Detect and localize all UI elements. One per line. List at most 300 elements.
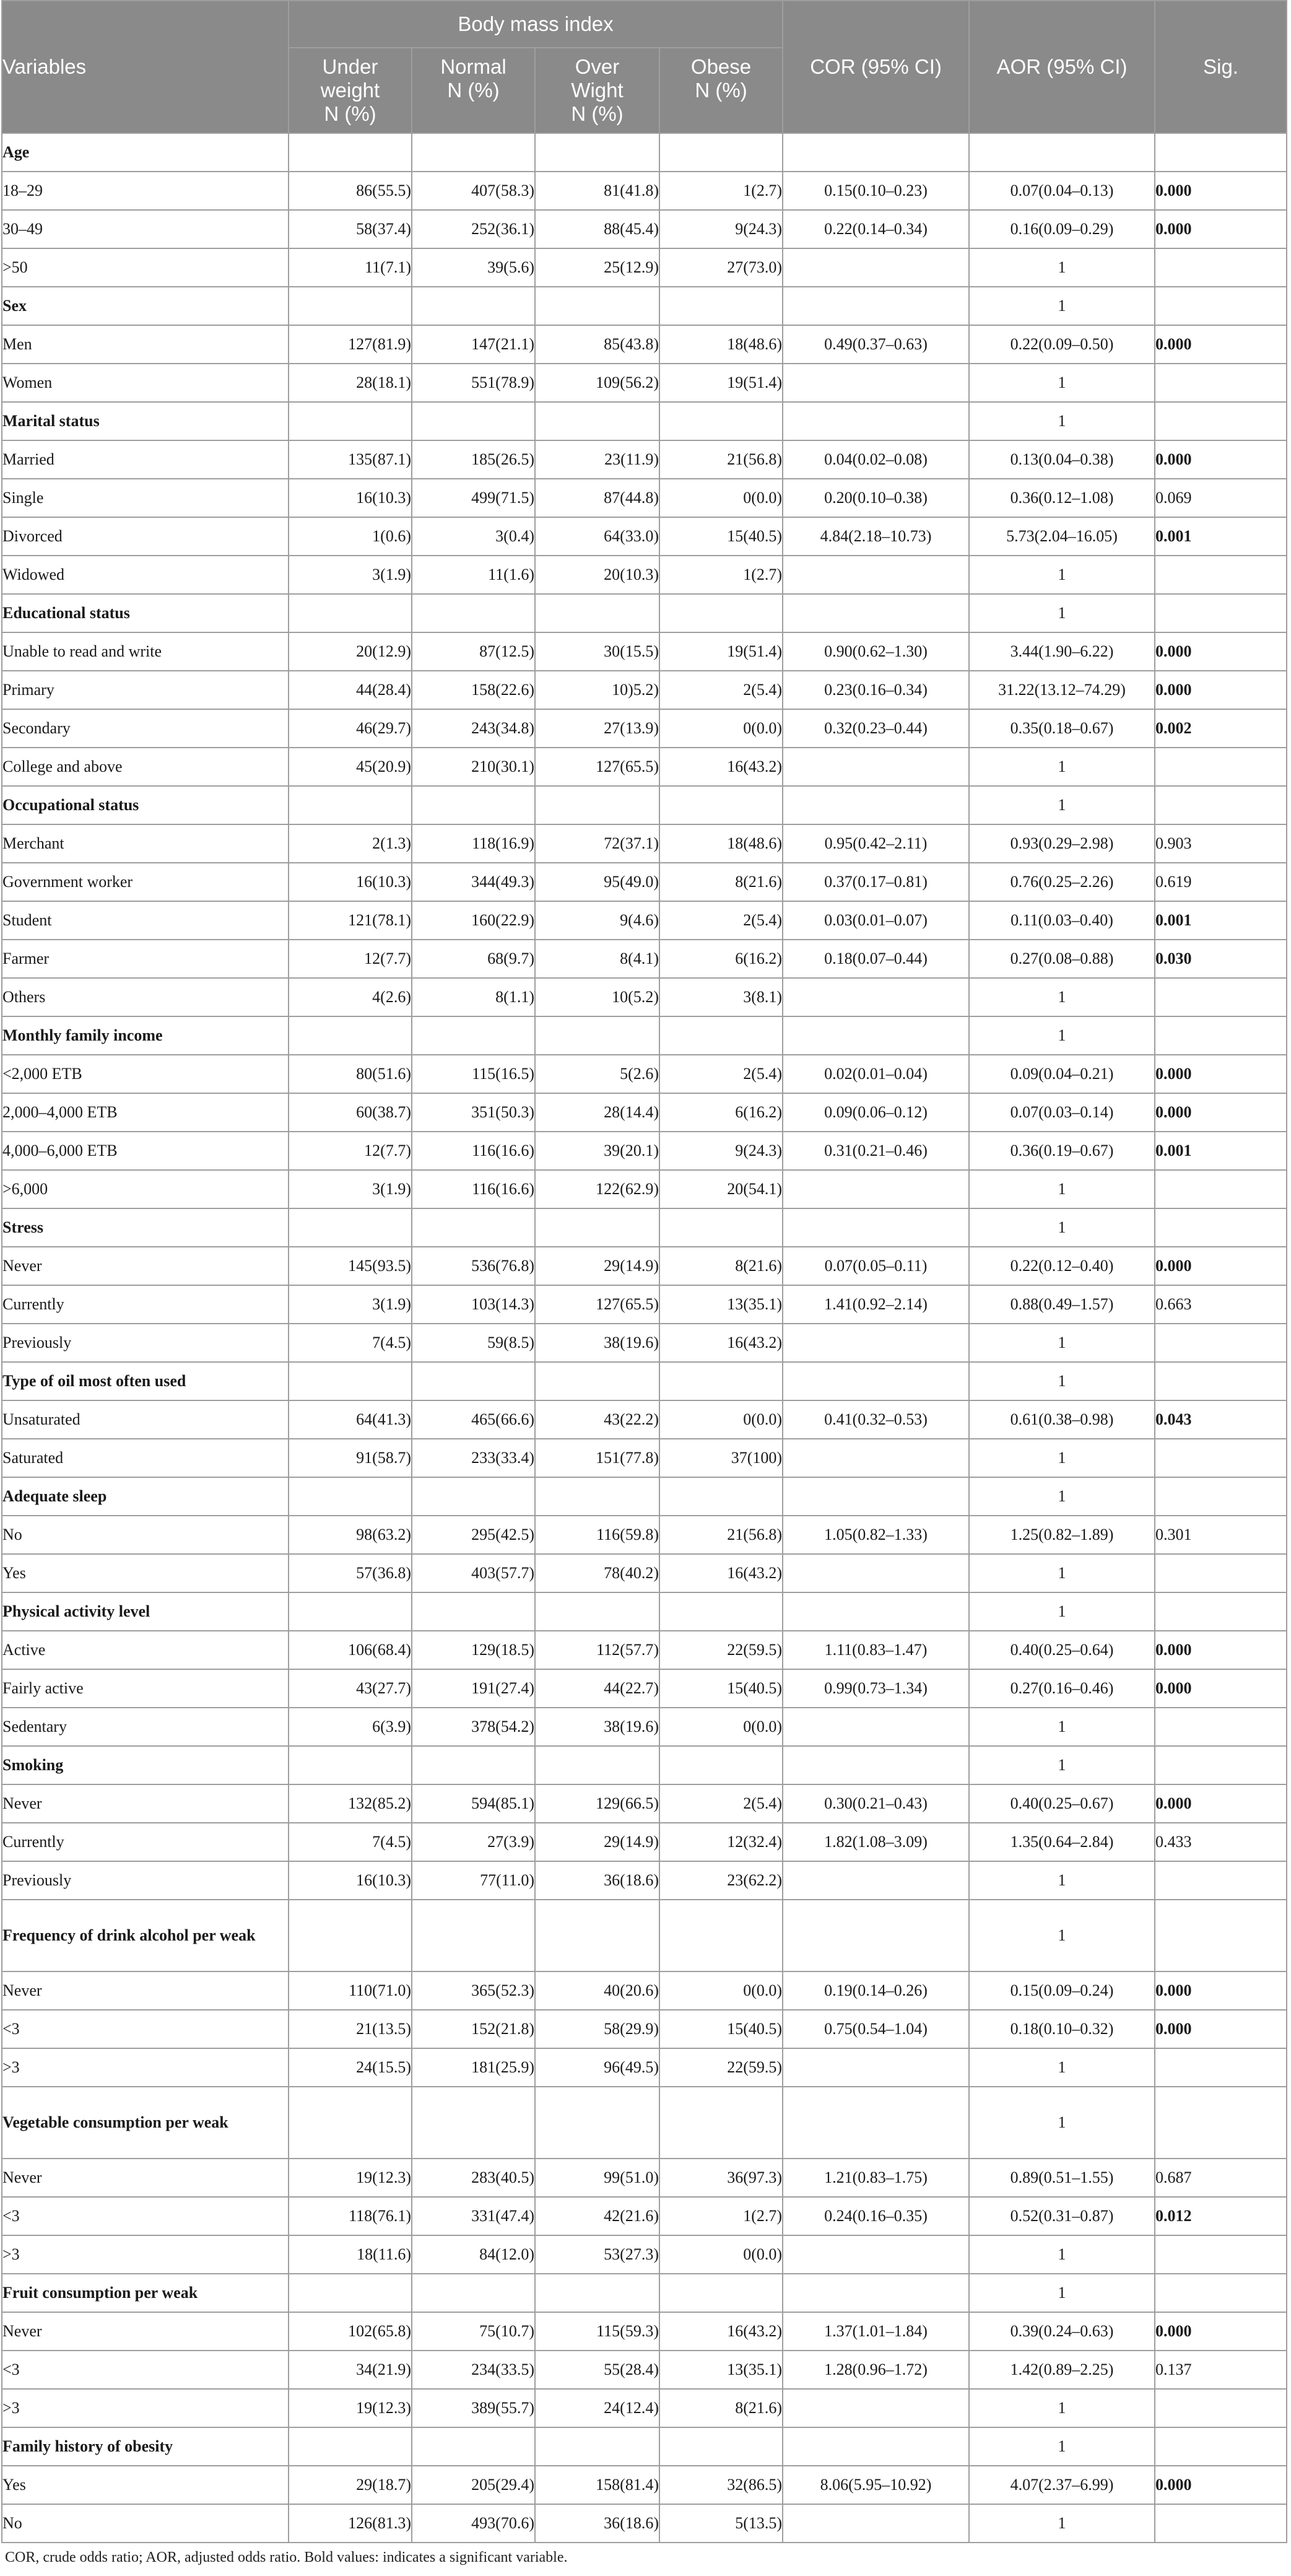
empty-cell [289,1208,412,1247]
underweight-value: 19(12.3) [289,2389,412,2427]
normal-value: 185(26.5) [412,440,535,479]
sig-value: 0.433 [1155,1823,1287,1861]
sig-value [1155,2235,1287,2274]
empty-cell [659,1900,783,1971]
sig-value: 0.000 [1155,1971,1287,2010]
table-row [2,2504,1287,2543]
table-row [2,824,1287,863]
overweight-value: 30(15.5) [535,632,659,671]
header-overweight-line3: N (%) [571,102,624,125]
header-sig: Sig. [1155,1,1287,133]
empty-cell [659,1208,783,1247]
sig-value [1155,556,1287,594]
underweight-value: 29(18.7) [289,2466,412,2504]
empty-cell [289,402,412,440]
row-label: Married [2,440,289,479]
table-footnote: COR, crude odds ratio; AOR, adjusted odds ratio. Bold values: indicates a significant variable. [5,2549,568,2565]
aor-value: 0.07(0.04–0.13) [969,172,1155,210]
row-label: 30–49 [2,210,289,248]
row-label: >50 [2,248,289,287]
aor-value: 0.36(0.12–1.08) [969,479,1155,517]
section-aor: 1 [969,1016,1155,1055]
row-label: Active [2,1631,289,1669]
empty-cell [289,1900,412,1971]
underweight-value: 110(71.0) [289,1971,412,2010]
overweight-value: 28(14.4) [535,1093,659,1132]
underweight-value: 60(38.7) [289,1093,412,1132]
row-label: Single [2,479,289,517]
overweight-value: 158(81.4) [535,2466,659,2504]
sig-value: 0.000 [1155,1247,1287,1285]
empty-cell [1155,2427,1287,2466]
empty-cell [659,1016,783,1055]
obese-value: 1(2.7) [659,556,783,594]
aor-value: 0.40(0.25–0.64) [969,1631,1155,1669]
normal-value: 11(1.6) [412,556,535,594]
overweight-value: 39(20.1) [535,1132,659,1170]
cor-value: 1.82(1.08–3.09) [783,1823,969,1861]
row-label: Men [2,325,289,364]
table-row [2,1669,1287,1708]
aor-value: 31.22(13.12–74.29) [969,671,1155,709]
table-row [2,940,1287,978]
section-aor: 1 [969,2427,1155,2466]
obese-value: 5(13.5) [659,2504,783,2543]
empty-cell [289,1746,412,1784]
section-aor: 1 [969,1900,1155,1971]
normal-value: 234(33.5) [412,2351,535,2389]
overweight-value: 129(66.5) [535,1784,659,1823]
underweight-value: 58(37.4) [289,210,412,248]
cor-value [783,2504,969,2543]
underweight-value: 145(93.5) [289,1247,412,1285]
sig-value [1155,1439,1287,1477]
normal-value: 283(40.5) [412,2159,535,2197]
empty-cell [412,2427,535,2466]
row-label: >6,000 [2,1170,289,1208]
sig-value: 0.000 [1155,1055,1287,1093]
overweight-value: 112(57.7) [535,1631,659,1669]
obese-value: 22(59.5) [659,1631,783,1669]
underweight-value: 57(36.8) [289,1554,412,1592]
row-label: No [2,2504,289,2543]
header-underweight-line3: N (%) [324,102,376,125]
cor-value: 4.84(2.18–10.73) [783,517,969,556]
sig-value [1155,1324,1287,1362]
empty-cell [289,594,412,632]
header-bmi: Body mass index [289,1,783,48]
aor-value: 1.35(0.64–2.84) [969,1823,1155,1861]
aor-value: 0.27(0.16–0.46) [969,1669,1155,1708]
obese-value: 9(24.3) [659,210,783,248]
underweight-value: 19(12.3) [289,2159,412,2197]
empty-cell [659,1477,783,1516]
empty-cell [412,786,535,824]
cor-value [783,1439,969,1477]
section-aor: 1 [969,2274,1155,2312]
row-label: <3 [2,2197,289,2235]
overweight-value: 23(11.9) [535,440,659,479]
cor-value: 0.15(0.10–0.23) [783,172,969,210]
cor-value: 0.19(0.14–0.26) [783,1971,969,2010]
table-row [2,1823,1287,1861]
section-title: Monthly family income [2,1016,289,1055]
normal-value: 295(42.5) [412,1516,535,1554]
section-aor: 1 [969,594,1155,632]
sig-value: 0.301 [1155,1516,1287,1554]
row-label: Never [2,1971,289,2010]
underweight-value: 3(1.9) [289,1285,412,1324]
aor-value: 1 [969,364,1155,402]
aor-value: 0.52(0.31–0.87) [969,2197,1155,2235]
obese-value: 36(97.3) [659,2159,783,2197]
cor-value: 0.75(0.54–1.04) [783,2010,969,2048]
section-title: Fruit consumption per weak [2,2274,289,2312]
underweight-value: 98(63.2) [289,1516,412,1554]
sig-value: 0.903 [1155,824,1287,863]
aor-value: 4.07(2.37–6.99) [969,2466,1155,2504]
normal-value: 536(76.8) [412,1247,535,1285]
empty-cell [412,2087,535,2159]
cor-value [783,1170,969,1208]
normal-value: 3(0.4) [412,517,535,556]
normal-value: 205(29.4) [412,2466,535,2504]
header-variables: Variables [2,1,289,133]
table-row [2,556,1287,594]
row-label: Fairly active [2,1669,289,1708]
table-row [2,978,1287,1016]
section-aor: 1 [969,1208,1155,1247]
empty-cell [1155,402,1287,440]
aor-value: 1 [969,248,1155,287]
cor-value: 1.37(1.01–1.84) [783,2312,969,2351]
normal-value: 39(5.6) [412,248,535,287]
obese-value: 23(62.2) [659,1861,783,1900]
underweight-value: 127(81.9) [289,325,412,364]
overweight-value: 81(41.8) [535,172,659,210]
table-row [2,325,1287,364]
aor-value: 1 [969,2389,1155,2427]
row-label: Primary [2,671,289,709]
row-label: Widowed [2,556,289,594]
section-title: Stress [2,1208,289,1247]
header-obese-line2: N (%) [695,79,747,102]
row-label: Never [2,2159,289,2197]
empty-cell [1155,786,1287,824]
normal-value: 116(16.6) [412,1170,535,1208]
overweight-value: 116(59.8) [535,1516,659,1554]
normal-value: 75(10.7) [412,2312,535,2351]
overweight-value: 151(77.8) [535,1439,659,1477]
row-label: Government worker [2,863,289,901]
cor-value: 0.24(0.16–0.35) [783,2197,969,2235]
empty-cell [783,1477,969,1516]
aor-value: 1 [969,556,1155,594]
row-label: Currently [2,1285,289,1324]
table-row [2,2389,1287,2427]
cor-value [783,978,969,1016]
normal-value: 365(52.3) [412,1971,535,2010]
normal-value: 147(21.1) [412,325,535,364]
aor-value: 1 [969,2235,1155,2274]
table-row [2,748,1287,786]
empty-cell [783,786,969,824]
aor-value: 1 [969,2504,1155,2543]
section-row [2,1208,1287,1247]
underweight-value: 16(10.3) [289,863,412,901]
underweight-value: 2(1.3) [289,824,412,863]
cor-value [783,748,969,786]
obese-value: 19(51.4) [659,364,783,402]
aor-value: 1 [969,1439,1155,1477]
table-row [2,2351,1287,2389]
overweight-value: 29(14.9) [535,1823,659,1861]
normal-value: 27(3.9) [412,1823,535,1861]
row-label: Farmer [2,940,289,978]
section-title: Smoking [2,1746,289,1784]
cor-value [783,1324,969,1362]
sig-value [1155,978,1287,1016]
empty-cell [783,287,969,325]
empty-cell [289,133,412,172]
sig-value: 0.000 [1155,210,1287,248]
row-label: <3 [2,2010,289,2048]
normal-value: 210(30.1) [412,748,535,786]
row-label: Yes [2,2466,289,2504]
underweight-value: 7(4.5) [289,1324,412,1362]
sig-value [1155,2048,1287,2087]
underweight-value: 121(78.1) [289,901,412,940]
empty-cell [535,1016,659,1055]
row-label: >3 [2,2389,289,2427]
sig-value: 0.000 [1155,1669,1287,1708]
section-row [2,2427,1287,2466]
obese-value: 32(86.5) [659,2466,783,2504]
obese-value: 3(8.1) [659,978,783,1016]
section-row [2,287,1287,325]
sig-value: 0.000 [1155,632,1287,671]
header-overweight-line2: Wight [571,79,624,102]
aor-value: 3.44(1.90–6.22) [969,632,1155,671]
header-overweight [535,48,659,133]
row-label: Unsaturated [2,1400,289,1439]
underweight-value: 106(68.4) [289,1631,412,1669]
table-row [2,1971,1287,2010]
aor-value: 1 [969,978,1155,1016]
underweight-value: 102(65.8) [289,2312,412,2351]
section-aor: 1 [969,1477,1155,1516]
normal-value: 551(78.9) [412,364,535,402]
table-row [2,863,1287,901]
sig-value [1155,748,1287,786]
empty-cell [289,1016,412,1055]
obese-value: 0(0.0) [659,1708,783,1746]
cor-value: 0.37(0.17–0.81) [783,863,969,901]
overweight-value: 9(4.6) [535,901,659,940]
empty-cell [535,594,659,632]
obese-value: 8(21.6) [659,1247,783,1285]
overweight-value: 88(45.4) [535,210,659,248]
normal-value: 331(47.4) [412,2197,535,2235]
obese-value: 0(0.0) [659,1400,783,1439]
underweight-value: 21(13.5) [289,2010,412,2048]
obese-value: 13(35.1) [659,1285,783,1324]
obese-value: 6(16.2) [659,1093,783,1132]
underweight-value: 12(7.7) [289,1132,412,1170]
cor-value [783,2235,969,2274]
empty-cell [659,402,783,440]
empty-cell [659,287,783,325]
row-label: Merchant [2,824,289,863]
sig-value [1155,2504,1287,2543]
underweight-value: 16(10.3) [289,1861,412,1900]
obese-value: 18(48.6) [659,325,783,364]
normal-value: 87(12.5) [412,632,535,671]
empty-cell [1155,2087,1287,2159]
normal-value: 59(8.5) [412,1324,535,1362]
empty-cell [412,1362,535,1400]
overweight-value: 58(29.9) [535,2010,659,2048]
overweight-value: 87(44.8) [535,479,659,517]
cor-value: 0.09(0.06–0.12) [783,1093,969,1132]
empty-cell [412,133,535,172]
aor-value: 0.22(0.12–0.40) [969,1247,1155,1285]
empty-cell [783,2087,969,2159]
overweight-value: 72(37.1) [535,824,659,863]
overweight-value: 122(62.9) [535,1170,659,1208]
obese-value: 18(48.6) [659,824,783,863]
sig-value: 0.002 [1155,709,1287,748]
row-label: Sedentary [2,1708,289,1746]
sig-value [1155,364,1287,402]
empty-cell [1155,2274,1287,2312]
sig-value: 0.000 [1155,2010,1287,2048]
normal-value: 403(57.7) [412,1554,535,1592]
normal-value: 499(71.5) [412,479,535,517]
obese-value: 2(5.4) [659,671,783,709]
obese-value: 9(24.3) [659,1132,783,1170]
row-label: Never [2,1247,289,1285]
empty-cell [412,1746,535,1784]
header-underweight-line2: weight [320,79,380,102]
overweight-value: 78(40.2) [535,1554,659,1592]
cor-value [783,1861,969,1900]
empty-cell [783,1208,969,1247]
obese-value: 0(0.0) [659,479,783,517]
cor-value: 0.03(0.01–0.07) [783,901,969,940]
table-row [2,1861,1287,1900]
obese-value: 16(43.2) [659,1324,783,1362]
empty-cell [659,2274,783,2312]
normal-value: 465(66.6) [412,1400,535,1439]
section-aor: 1 [969,786,1155,824]
aor-value: 0.15(0.09–0.24) [969,1971,1155,2010]
row-label: Divorced [2,517,289,556]
cor-value: 0.90(0.62–1.30) [783,632,969,671]
overweight-value: 95(49.0) [535,863,659,901]
underweight-value: 64(41.3) [289,1400,412,1439]
normal-value: 243(34.8) [412,709,535,748]
obese-value: 0(0.0) [659,709,783,748]
cor-value: 0.49(0.37–0.63) [783,325,969,364]
empty-cell [1155,1477,1287,1516]
overweight-value: 99(51.0) [535,2159,659,2197]
sig-value: 0.000 [1155,172,1287,210]
normal-value: 407(58.3) [412,172,535,210]
row-label: Women [2,364,289,402]
aor-value: 0.07(0.03–0.14) [969,1093,1155,1132]
bmi-factors-table [1,0,1287,2543]
row-label: Yes [2,1554,289,1592]
table-row [2,2159,1287,2197]
overweight-value: 44(22.7) [535,1669,659,1708]
empty-cell [1155,1746,1287,1784]
aor-value: 1.25(0.82–1.89) [969,1516,1155,1554]
table-row [2,2312,1287,2351]
table-row [2,1324,1287,1362]
empty-cell [783,2274,969,2312]
section-title: Educational status [2,594,289,632]
cor-value: 1.05(0.82–1.33) [783,1516,969,1554]
obese-value: 2(5.4) [659,901,783,940]
sig-value [1155,248,1287,287]
cor-value [783,556,969,594]
empty-cell [659,2427,783,2466]
header-normal [412,48,535,133]
empty-cell [412,1592,535,1631]
empty-cell [783,1016,969,1055]
cor-value [783,2048,969,2087]
obese-value: 8(21.6) [659,863,783,901]
normal-value: 8(1.1) [412,978,535,1016]
empty-cell [1155,287,1287,325]
cor-value: 0.41(0.32–0.53) [783,1400,969,1439]
section-aor: 1 [969,1362,1155,1400]
empty-cell [535,2274,659,2312]
cor-value: 1.21(0.83–1.75) [783,2159,969,2197]
header-underweight-line1: Under [322,55,378,78]
normal-value: 389(55.7) [412,2389,535,2427]
row-label: 2,000–4,000 ETB [2,1093,289,1132]
normal-value: 160(22.9) [412,901,535,940]
cor-value: 1.11(0.83–1.47) [783,1631,969,1669]
normal-value: 594(85.1) [412,1784,535,1823]
aor-value: 0.22(0.09–0.50) [969,325,1155,364]
underweight-value: 4(2.6) [289,978,412,1016]
section-aor: 1 [969,402,1155,440]
obese-value: 0(0.0) [659,2235,783,2274]
normal-value: 115(16.5) [412,1055,535,1093]
obese-value: 15(40.5) [659,517,783,556]
cor-value: 0.20(0.10–0.38) [783,479,969,517]
table-row [2,2466,1287,2504]
empty-cell [783,594,969,632]
row-label: College and above [2,748,289,786]
cor-value [783,364,969,402]
normal-value: 118(16.9) [412,824,535,863]
header-normal-line1: Normal [440,55,506,78]
sig-value: 0.000 [1155,1784,1287,1823]
empty-cell [783,1362,969,1400]
underweight-value: 86(55.5) [289,172,412,210]
overweight-value: 8(4.1) [535,940,659,978]
table-row [2,1631,1287,1669]
table-row [2,2235,1287,2274]
underweight-value: 7(4.5) [289,1823,412,1861]
empty-cell [1155,594,1287,632]
aor-value: 1.42(0.89–2.25) [969,2351,1155,2389]
sig-value [1155,1708,1287,1746]
